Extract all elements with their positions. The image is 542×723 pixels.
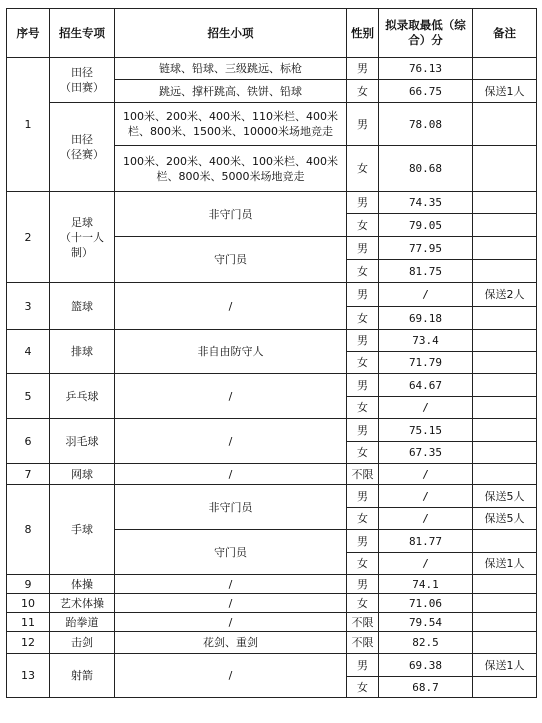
table-row <box>7 374 537 397</box>
program-cell: 射箭 <box>50 654 115 698</box>
row-no: 10 <box>7 594 50 613</box>
subitem-cell: 非守门员 <box>115 485 347 530</box>
gender-cell: 男 <box>347 575 379 594</box>
score-cell: 69.38 <box>379 654 473 677</box>
program-cell: 击剑 <box>50 632 115 654</box>
score-cell: 77.95 <box>379 237 473 260</box>
row-no: 8 <box>7 485 50 575</box>
subitem-cell: 守门员 <box>115 237 347 283</box>
note-cell: 保送1人 <box>473 553 537 575</box>
note-cell: 保送1人 <box>473 80 537 103</box>
note-cell <box>473 530 537 553</box>
table-row <box>7 632 537 654</box>
gender-cell: 男 <box>347 530 379 553</box>
program-cell: 乒乓球 <box>50 374 115 419</box>
score-cell: 67.35 <box>379 442 473 464</box>
row-no: 3 <box>7 283 50 330</box>
row-no: 5 <box>7 374 50 419</box>
table-row <box>7 283 537 307</box>
note-cell <box>473 352 537 374</box>
program-cell: 田径 （径赛） <box>50 103 115 192</box>
gender-cell: 不限 <box>347 613 379 632</box>
score-cell: 78.08 <box>379 103 473 146</box>
header-gender: 性别 <box>347 9 379 58</box>
row-no: 11 <box>7 613 50 632</box>
score-cell: / <box>379 485 473 508</box>
gender-cell: 女 <box>347 352 379 374</box>
header-row <box>7 9 537 58</box>
table-row <box>7 330 537 352</box>
score-cell: 64.67 <box>379 374 473 397</box>
gender-cell: 不限 <box>347 464 379 485</box>
gender-cell: 女 <box>347 307 379 330</box>
score-cell: 74.1 <box>379 575 473 594</box>
score-cell: 79.05 <box>379 214 473 237</box>
subitem-cell: / <box>115 464 347 485</box>
subitem-cell: 跳远、撑杆跳高、铁饼、铅球 <box>115 80 347 103</box>
score-cell: 76.13 <box>379 58 473 80</box>
row-no: 6 <box>7 419 50 464</box>
score-cell: / <box>379 464 473 485</box>
note-cell: 保送1人 <box>473 654 537 677</box>
row-no: 2 <box>7 192 50 283</box>
gender-cell: 女 <box>347 214 379 237</box>
note-cell <box>473 464 537 485</box>
note-cell <box>473 677 537 698</box>
table-row <box>7 654 537 677</box>
program-cell: 足球 （十一人 制） <box>50 192 115 283</box>
gender-cell: 男 <box>347 485 379 508</box>
table-row <box>7 613 537 632</box>
gender-cell: 男 <box>347 283 379 307</box>
note-cell <box>473 146 537 192</box>
subitem-cell: / <box>115 613 347 632</box>
gender-cell: 女 <box>347 397 379 419</box>
score-cell: / <box>379 508 473 530</box>
program-cell: 体操 <box>50 575 115 594</box>
table-row <box>7 103 537 146</box>
row-no: 7 <box>7 464 50 485</box>
gender-cell: 男 <box>347 58 379 80</box>
program-cell: 排球 <box>50 330 115 374</box>
score-cell: 75.15 <box>379 419 473 442</box>
gender-cell: 女 <box>347 442 379 464</box>
gender-cell: 男 <box>347 103 379 146</box>
subitem-cell: 守门员 <box>115 530 347 575</box>
header-no: 序号 <box>7 9 50 58</box>
score-cell: 71.06 <box>379 594 473 613</box>
note-cell <box>473 330 537 352</box>
note-cell <box>473 594 537 613</box>
subitem-cell: / <box>115 419 347 464</box>
score-cell: 74.35 <box>379 192 473 214</box>
table-row <box>7 58 537 80</box>
score-cell: 66.75 <box>379 80 473 103</box>
row-no: 9 <box>7 575 50 594</box>
table-row <box>7 594 537 613</box>
gender-cell: 女 <box>347 508 379 530</box>
gender-cell: 男 <box>347 192 379 214</box>
table-row <box>7 419 537 442</box>
note-cell <box>473 307 537 330</box>
subitem-cell: 链球、铅球、三级跳远、标枪 <box>115 58 347 80</box>
note-cell <box>473 214 537 237</box>
program-cell: 羽毛球 <box>50 419 115 464</box>
note-cell <box>473 419 537 442</box>
gender-cell: 男 <box>347 374 379 397</box>
subitem-cell: 花剑、重剑 <box>115 632 347 654</box>
note-cell <box>473 442 537 464</box>
gender-cell: 男 <box>347 237 379 260</box>
note-cell <box>473 260 537 283</box>
header-note: 备注 <box>473 9 537 58</box>
score-cell: / <box>379 553 473 575</box>
gender-cell: 女 <box>347 260 379 283</box>
program-cell: 篮球 <box>50 283 115 330</box>
program-cell: 跆拳道 <box>50 613 115 632</box>
gender-cell: 男 <box>347 419 379 442</box>
score-cell: / <box>379 397 473 419</box>
note-cell: 保送2人 <box>473 283 537 307</box>
subitem-cell: / <box>115 594 347 613</box>
note-cell <box>473 632 537 654</box>
note-cell: 保送5人 <box>473 485 537 508</box>
program-cell: 手球 <box>50 485 115 575</box>
row-no: 4 <box>7 330 50 374</box>
gender-cell: 男 <box>347 654 379 677</box>
gender-cell: 女 <box>347 80 379 103</box>
subitem-cell: / <box>115 654 347 698</box>
note-cell <box>473 58 537 80</box>
subitem-cell: / <box>115 374 347 419</box>
subitem-cell: 100米、200米、400米、100米栏、400米栏、800米、5000米场地竞走 <box>115 146 347 192</box>
subitem-cell: / <box>115 283 347 330</box>
gender-cell: 女 <box>347 594 379 613</box>
score-cell: 69.18 <box>379 307 473 330</box>
score-cell: 68.7 <box>379 677 473 698</box>
table-row <box>7 464 537 485</box>
score-cell: 79.54 <box>379 613 473 632</box>
score-cell: 82.5 <box>379 632 473 654</box>
note-cell <box>473 192 537 214</box>
score-cell: 73.4 <box>379 330 473 352</box>
table-row <box>7 575 537 594</box>
score-cell: 81.77 <box>379 530 473 553</box>
note-cell <box>473 613 537 632</box>
note-cell <box>473 397 537 419</box>
score-cell: 81.75 <box>379 260 473 283</box>
row-no: 12 <box>7 632 50 654</box>
note-cell <box>473 237 537 260</box>
table-row <box>7 485 537 508</box>
note-cell: 保送5人 <box>473 508 537 530</box>
subitem-cell: / <box>115 575 347 594</box>
program-cell: 艺术体操 <box>50 594 115 613</box>
gender-cell: 女 <box>347 146 379 192</box>
header-score: 拟录取最低（综合）分 <box>379 9 473 58</box>
note-cell <box>473 103 537 146</box>
gender-cell: 不限 <box>347 632 379 654</box>
note-cell <box>473 374 537 397</box>
header-program: 招生专项 <box>50 9 115 58</box>
admission-score-table <box>6 8 537 698</box>
score-cell: / <box>379 283 473 307</box>
gender-cell: 男 <box>347 330 379 352</box>
gender-cell: 女 <box>347 677 379 698</box>
row-no: 1 <box>7 58 50 192</box>
header-subitem: 招生小项 <box>115 9 347 58</box>
subitem-cell: 100米、200米、400米、110米栏、400米栏、800米、1500米、10000米场地竞走 <box>115 103 347 146</box>
gender-cell: 女 <box>347 553 379 575</box>
table-row <box>7 192 537 214</box>
score-cell: 71.79 <box>379 352 473 374</box>
score-cell: 80.68 <box>379 146 473 192</box>
subitem-cell: 非守门员 <box>115 192 347 237</box>
program-cell: 网球 <box>50 464 115 485</box>
row-no: 13 <box>7 654 50 698</box>
program-cell: 田径 （田赛） <box>50 58 115 103</box>
subitem-cell: 非自由防守人 <box>115 330 347 374</box>
note-cell <box>473 575 537 594</box>
